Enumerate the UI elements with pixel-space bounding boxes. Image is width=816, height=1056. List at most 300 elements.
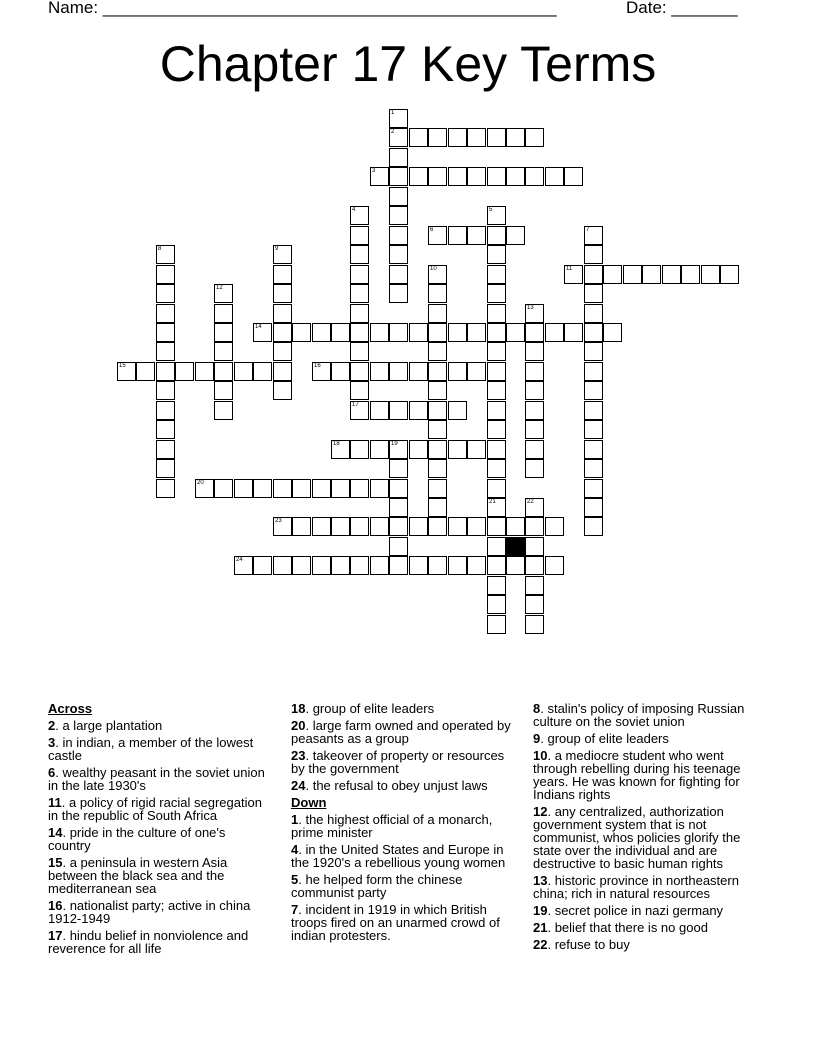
crossword-cell[interactable]	[234, 362, 253, 381]
crossword-cell[interactable]	[350, 323, 369, 342]
clue-number: 18	[291, 701, 306, 716]
clue-text: stalin's policy of imposing Russian culture on the soviet union	[533, 701, 745, 729]
crossword-cell[interactable]	[487, 323, 506, 342]
crossword-cell[interactable]	[487, 576, 506, 595]
crossword-cell[interactable]	[214, 381, 233, 400]
crossword-cell[interactable]	[156, 420, 175, 439]
crossword-cell[interactable]	[214, 479, 233, 498]
crossword-cell[interactable]	[273, 479, 292, 498]
crossword-cell[interactable]	[525, 537, 544, 556]
crossword-cell[interactable]	[117, 362, 136, 381]
crossword-cell[interactable]	[525, 401, 544, 420]
crossword-cell[interactable]	[506, 323, 525, 342]
clue-item: 2. a large plantation	[48, 718, 163, 733]
crossword-cell[interactable]	[195, 479, 214, 498]
crossword-cell[interactable]	[350, 342, 369, 361]
crossword-cell[interactable]	[389, 362, 408, 381]
crossword-cell[interactable]	[525, 556, 544, 575]
crossword-cell[interactable]	[292, 479, 311, 498]
crossword-cell[interactable]	[525, 304, 544, 323]
crossword-cell[interactable]	[487, 381, 506, 400]
clue-number: 13	[533, 873, 548, 888]
crossword-cell[interactable]	[389, 167, 408, 186]
crossword-cell[interactable]	[350, 284, 369, 303]
clue-number: 14	[48, 825, 63, 840]
crossword-cell[interactable]	[467, 517, 486, 536]
clue-number: 2	[48, 718, 56, 733]
crossword-cell[interactable]	[428, 401, 447, 420]
crossword-cell[interactable]	[525, 498, 544, 517]
crossword-cell[interactable]	[370, 323, 389, 342]
crossword-cell[interactable]	[370, 479, 389, 498]
clue-item: 8. stalin's policy of imposing Russian culture on the soviet union	[533, 701, 745, 729]
clue-number: 10	[533, 748, 548, 763]
crossword-cell[interactable]	[370, 556, 389, 575]
crossword-cell[interactable]	[428, 556, 447, 575]
clue-text: any centralized, authorization government system that is not communist, whos policies glorify the state over the individual and are destructive to basic human rights	[533, 804, 741, 871]
date-line[interactable]: _______	[671, 0, 738, 17]
crossword-cell[interactable]	[350, 245, 369, 264]
crossword-cell[interactable]	[545, 323, 564, 342]
crossword-cell[interactable]	[389, 148, 408, 167]
crossword-cell[interactable]	[156, 265, 175, 284]
clue-item: 23. takeover of property or resources by the government	[291, 748, 505, 776]
crossword-cell[interactable]	[487, 304, 506, 323]
cell-number: 9	[275, 246, 279, 252]
clue-number: 11	[48, 795, 62, 810]
crossword-cell[interactable]	[350, 265, 369, 284]
clue-item: 17. hindu belief in nonviolence and reverence for all life	[48, 928, 249, 956]
clue-number: 17	[48, 928, 63, 943]
crossword-cell[interactable]	[467, 167, 486, 186]
crossword-cell[interactable]	[370, 517, 389, 536]
cell-number: 16	[314, 363, 321, 369]
crossword-cell[interactable]	[584, 420, 603, 439]
crossword-cell[interactable]	[389, 265, 408, 284]
crossword-cell[interactable]	[720, 265, 739, 284]
crossword-cell[interactable]	[214, 284, 233, 303]
crossword-cell[interactable]	[584, 381, 603, 400]
crossword-cell[interactable]	[409, 401, 428, 420]
crossword-cell[interactable]	[273, 517, 292, 536]
cell-number: 5	[489, 207, 493, 213]
crossword-cell[interactable]	[467, 226, 486, 245]
crossword-cell[interactable]	[623, 265, 642, 284]
crossword-cell[interactable]	[156, 323, 175, 342]
crossword-cell[interactable]	[428, 479, 447, 498]
crossword-cell[interactable]	[642, 265, 661, 284]
crossword-cell[interactable]	[603, 323, 622, 342]
crossword-cell[interactable]	[584, 342, 603, 361]
crossword-cell[interactable]	[234, 479, 253, 498]
crossword-cell[interactable]	[467, 323, 486, 342]
crossword-cell[interactable]	[370, 401, 389, 420]
crossword-cell[interactable]	[350, 362, 369, 381]
crossword-cell[interactable]	[156, 245, 175, 264]
crossword-cell[interactable]	[273, 304, 292, 323]
clue-item: 24. the refusal to obey unjust laws	[291, 778, 488, 793]
crossword-cell[interactable]	[389, 128, 408, 147]
crossword-cell[interactable]	[487, 595, 506, 614]
crossword-cell[interactable]	[350, 479, 369, 498]
crossword-cell[interactable]	[273, 342, 292, 361]
crossword-cell[interactable]	[428, 323, 447, 342]
crossword-cell[interactable]	[564, 265, 583, 284]
clue-item: 18. group of elite leaders	[291, 701, 435, 716]
clue-item: 14. pride in the culture of one's country	[48, 825, 226, 853]
crossword-cell[interactable]	[273, 381, 292, 400]
crossword-cell[interactable]	[525, 128, 544, 147]
crossword-cell[interactable]	[389, 284, 408, 303]
crossword-cell[interactable]	[525, 595, 544, 614]
crossword-cell[interactable]	[350, 304, 369, 323]
crossword-cell[interactable]	[487, 459, 506, 478]
crossword-cell[interactable]	[389, 556, 408, 575]
crossword-cell[interactable]	[487, 498, 506, 517]
crossword-cell[interactable]	[389, 537, 408, 556]
cell-number: 11	[566, 266, 573, 272]
crossword-cell[interactable]	[428, 440, 447, 459]
crossword-cell[interactable]	[525, 323, 544, 342]
clue-item: 9. group of elite leaders	[533, 731, 669, 746]
clue-text: secret police in nazi germany	[554, 903, 724, 918]
clue-number: 8	[533, 701, 541, 716]
crossword-cell[interactable]	[448, 167, 467, 186]
crossword-cell[interactable]	[389, 109, 408, 128]
crossword-cell[interactable]	[292, 517, 311, 536]
crossword-cell[interactable]	[448, 226, 467, 245]
crossword-cell[interactable]	[525, 420, 544, 439]
crossword-cell[interactable]	[467, 128, 486, 147]
page-title: Chapter 17 Key Terms	[159, 36, 657, 92]
clue-item: 6. wealthy peasant in the soviet union in the late 1930's	[48, 765, 265, 793]
crossword-cell[interactable]	[312, 556, 331, 575]
cell-number: 19	[391, 441, 398, 447]
crossword-cell[interactable]	[389, 479, 408, 498]
crossword-cell[interactable]	[253, 362, 272, 381]
crossword-cell[interactable]	[156, 284, 175, 303]
crossword-cell[interactable]	[584, 479, 603, 498]
crossword-cell[interactable]	[428, 284, 447, 303]
clue-text: belief that there is no good	[554, 920, 708, 935]
crossword-cell[interactable]	[156, 362, 175, 381]
crossword-cell[interactable]	[350, 226, 369, 245]
crossword-cell[interactable]	[487, 615, 506, 634]
crossword-cell[interactable]	[273, 245, 292, 264]
crossword-cell[interactable]	[448, 401, 467, 420]
clue-number: 7	[291, 902, 299, 917]
crossword-cell[interactable]	[487, 401, 506, 420]
crossword-cell[interactable]	[525, 381, 544, 400]
crossword-cell[interactable]	[273, 265, 292, 284]
crossword-cell[interactable]	[312, 479, 331, 498]
crossword-cell[interactable]	[584, 226, 603, 245]
crossword-cell[interactable]	[350, 401, 369, 420]
crossword-cell[interactable]	[389, 498, 408, 517]
clue-item: 16. nationalist party; active in china 1912-1949	[48, 898, 251, 926]
crossword-cell[interactable]	[584, 265, 603, 284]
cell-number: 13	[527, 305, 534, 311]
crossword-cell[interactable]	[156, 440, 175, 459]
crossword-cell[interactable]	[487, 284, 506, 303]
clue-number: 20	[291, 718, 306, 733]
crossword-cell[interactable]	[389, 206, 408, 225]
crossword-cell[interactable]	[156, 381, 175, 400]
crossword-cell[interactable]	[428, 420, 447, 439]
crossword-cell[interactable]	[214, 362, 233, 381]
crossword-cell[interactable]	[681, 265, 700, 284]
crossword-cell[interactable]	[448, 517, 467, 536]
crossword-cell[interactable]	[350, 556, 369, 575]
crossword-cell[interactable]	[448, 128, 467, 147]
cell-number: 12	[216, 285, 223, 291]
crossword-cell[interactable]	[331, 362, 350, 381]
crossword-cell[interactable]	[584, 517, 603, 536]
crossword-cell[interactable]	[234, 556, 253, 575]
crossword-cell[interactable]	[448, 362, 467, 381]
crossword-cell[interactable]	[525, 362, 544, 381]
clue-item: 3. in indian, a member of the lowest castle	[48, 735, 254, 763]
crossword-cell[interactable]	[584, 440, 603, 459]
crossword-cell[interactable]	[350, 381, 369, 400]
crossword-cell[interactable]	[273, 323, 292, 342]
cell-number: 4	[352, 207, 356, 213]
crossword-cell[interactable]	[467, 440, 486, 459]
crossword-cell[interactable]	[428, 381, 447, 400]
crossword-cell[interactable]	[487, 265, 506, 284]
clue-item: 1. the highest official of a monarch, prime minister	[291, 812, 493, 840]
clue-text: he helped form the chinese communist party	[291, 872, 463, 900]
clue-number: 24	[291, 778, 306, 793]
crossword-cell[interactable]	[487, 167, 506, 186]
crossword-cell[interactable]	[370, 167, 389, 186]
crossword-cell[interactable]	[156, 479, 175, 498]
crossword-cell[interactable]	[506, 167, 525, 186]
crossword-cell[interactable]	[545, 556, 564, 575]
crossword-cell[interactable]	[584, 304, 603, 323]
crossword-cell[interactable]	[525, 342, 544, 361]
crossword-cell[interactable]	[389, 401, 408, 420]
crossword-cell[interactable]	[156, 459, 175, 478]
crossword-cell[interactable]	[487, 128, 506, 147]
crossword-cell[interactable]	[389, 245, 408, 264]
clue-number: 3	[48, 735, 56, 750]
crossword-cell[interactable]	[525, 459, 544, 478]
cell-number: 6	[430, 227, 434, 233]
crossword-cell[interactable]	[214, 401, 233, 420]
crossword-cell[interactable]	[389, 440, 408, 459]
crossword-cell[interactable]	[487, 226, 506, 245]
crossword-cell[interactable]	[428, 226, 447, 245]
crossword-cell[interactable]	[370, 440, 389, 459]
crossword-cell[interactable]	[428, 498, 447, 517]
crossword-cell[interactable]	[195, 362, 214, 381]
crossword-cell[interactable]	[156, 401, 175, 420]
crossword-cell[interactable]	[545, 517, 564, 536]
crossword-cell[interactable]	[487, 517, 506, 536]
crossword-cell[interactable]	[428, 342, 447, 361]
clue-item: 12. any centralized, authorization government system that is not communist, whos policies glorify the state over the individual and are destructive to basic human rights	[533, 804, 741, 871]
crossword-cell[interactable]	[487, 362, 506, 381]
crossword-cell[interactable]	[253, 556, 272, 575]
clue-number: 9	[533, 731, 541, 746]
crossword-cell[interactable]	[409, 362, 428, 381]
crossword-cell[interactable]	[525, 517, 544, 536]
crossword-cell[interactable]	[701, 265, 720, 284]
crossword-cell[interactable]	[506, 556, 525, 575]
crossword-cell[interactable]	[389, 187, 408, 206]
clue-text: the refusal to obey unjust laws	[312, 778, 488, 793]
clue-item: 10. a mediocre student who went through rebelling during his teenage years. He was known for fighting for Indians rights	[533, 748, 741, 802]
cell-number: 20	[197, 480, 204, 486]
crossword-cell[interactable]	[428, 517, 447, 536]
crossword-cell[interactable]	[506, 128, 525, 147]
clue-text: a large plantation	[62, 718, 163, 733]
crossword-cell[interactable]	[584, 498, 603, 517]
crossword-cell[interactable]	[487, 206, 506, 225]
crossword-cell[interactable]	[331, 479, 350, 498]
crossword-cell[interactable]	[175, 362, 194, 381]
crossword-cell[interactable]	[331, 556, 350, 575]
crossword-cell[interactable]	[136, 362, 155, 381]
clue-text: in indian, a member of the lowest castle	[48, 735, 254, 763]
crossword-cell[interactable]	[487, 440, 506, 459]
crossword-cell[interactable]	[409, 128, 428, 147]
clue-number: 23	[291, 748, 306, 763]
clue-text: a policy of rigid racial segregation in the republic of South Africa	[48, 795, 262, 823]
crossword-cell[interactable]	[428, 265, 447, 284]
crossword-cell[interactable]	[350, 517, 369, 536]
crossword-cell[interactable]	[487, 245, 506, 264]
crossword-cell[interactable]	[409, 440, 428, 459]
crossword-cell[interactable]	[331, 517, 350, 536]
down-heading: Down	[291, 795, 327, 810]
crossword-cell[interactable]	[370, 362, 389, 381]
crossword-cell[interactable]	[273, 284, 292, 303]
clue-item: 15. a peninsula in western Asia between the black sea and the mediterranean sea	[48, 855, 228, 896]
clue-text: large farm owned and operated by peasants as a group	[291, 718, 511, 746]
clue-number: 5	[291, 872, 299, 887]
crossword-cell[interactable]	[156, 304, 175, 323]
crossword-cell[interactable]	[525, 615, 544, 634]
cell-number: 21	[489, 499, 496, 505]
crossword-cell[interactable]	[312, 323, 331, 342]
crossword-cell[interactable]	[584, 401, 603, 420]
crossword-cell[interactable]	[428, 167, 447, 186]
crossword-cell[interactable]	[584, 245, 603, 264]
crossword-cell[interactable]	[448, 440, 467, 459]
crossword-cell[interactable]	[584, 284, 603, 303]
clue-item: 13. historic province in northeastern china; rich in natural resources	[533, 873, 739, 901]
cell-number: 17	[352, 402, 359, 408]
cell-number: 15	[119, 363, 126, 369]
crossword-cell[interactable]	[428, 304, 447, 323]
clue-text: a peninsula in western Asia between the black sea and the mediterranean sea	[48, 855, 228, 896]
crossword-cell[interactable]	[584, 362, 603, 381]
clue-item: 22. refuse to buy	[533, 937, 630, 952]
crossword-cell[interactable]	[428, 459, 447, 478]
crossword-cell[interactable]	[467, 362, 486, 381]
crossword-cell[interactable]	[350, 440, 369, 459]
cell-number: 8	[158, 246, 162, 252]
crossword-cell[interactable]	[487, 537, 506, 556]
crossword-cell[interactable]	[409, 517, 428, 536]
crossword-cell[interactable]	[350, 206, 369, 225]
crossword-cell[interactable]	[214, 323, 233, 342]
crossword-cell[interactable]	[564, 167, 583, 186]
cell-number: 14	[255, 324, 262, 330]
clue-text: the highest official of a monarch, prime minister	[291, 812, 493, 840]
crossword-cell[interactable]	[214, 304, 233, 323]
crossword-cell[interactable]	[273, 556, 292, 575]
cell-number: 1	[391, 110, 395, 116]
cell-number: 23	[275, 518, 282, 524]
crossword-cell[interactable]	[253, 323, 272, 342]
crossword-cell[interactable]	[487, 342, 506, 361]
crossword-cell[interactable]	[156, 342, 175, 361]
crossword-cell[interactable]	[292, 556, 311, 575]
crossword-cell[interactable]	[545, 167, 564, 186]
cell-number: 22	[527, 499, 534, 505]
crossword-cell[interactable]	[448, 323, 467, 342]
cell-number: 18	[333, 441, 340, 447]
crossword-cell[interactable]	[273, 362, 292, 381]
crossword-cell[interactable]	[312, 517, 331, 536]
crossword-cell[interactable]	[564, 323, 583, 342]
crossword-cell[interactable]	[603, 265, 622, 284]
crossword-cell[interactable]	[584, 459, 603, 478]
crossword-cell[interactable]	[292, 323, 311, 342]
crossword-cell[interactable]	[331, 440, 350, 459]
crossword-cell[interactable]	[253, 479, 272, 498]
crossword-block	[506, 537, 525, 556]
crossword-cell[interactable]	[506, 517, 525, 536]
crossword-cell[interactable]	[487, 420, 506, 439]
crossword-cell[interactable]	[312, 362, 331, 381]
crossword-cell[interactable]	[428, 128, 447, 147]
crossword-cell[interactable]	[214, 342, 233, 361]
crossword-cell[interactable]	[389, 226, 408, 245]
clue-item: 11. a policy of rigid racial segregation in the republic of South Africa	[48, 795, 262, 823]
crossword-cell[interactable]	[389, 459, 408, 478]
clue-text: pride in the culture of one's country	[48, 825, 226, 853]
crossword-cell[interactable]	[525, 576, 544, 595]
clue-number: 6	[48, 765, 56, 780]
crossword-cell[interactable]	[487, 479, 506, 498]
crossword-cell[interactable]	[331, 323, 350, 342]
clue-column-1	[48, 702, 270, 959]
crossword-cell[interactable]	[409, 167, 428, 186]
crossword-cell[interactable]	[584, 323, 603, 342]
crossword-cell[interactable]	[389, 517, 408, 536]
crossword-cell[interactable]	[662, 265, 681, 284]
date-label: Date:	[626, 0, 672, 17]
crossword-cell[interactable]	[389, 323, 408, 342]
crossword-cell[interactable]	[448, 556, 467, 575]
crossword-cell[interactable]	[428, 362, 447, 381]
cell-number: 7	[586, 227, 590, 233]
crossword-cell[interactable]	[525, 440, 544, 459]
crossword-cell[interactable]	[506, 226, 525, 245]
crossword-cell[interactable]	[467, 556, 486, 575]
name-line[interactable]: ________________________________________________	[102, 0, 557, 17]
crossword-cell[interactable]	[525, 167, 544, 186]
crossword-cell[interactable]	[409, 323, 428, 342]
crossword-cell[interactable]	[487, 556, 506, 575]
clue-number: 15	[48, 855, 63, 870]
crossword-cell[interactable]	[409, 556, 428, 575]
clue-text: group of elite leaders	[547, 731, 669, 746]
